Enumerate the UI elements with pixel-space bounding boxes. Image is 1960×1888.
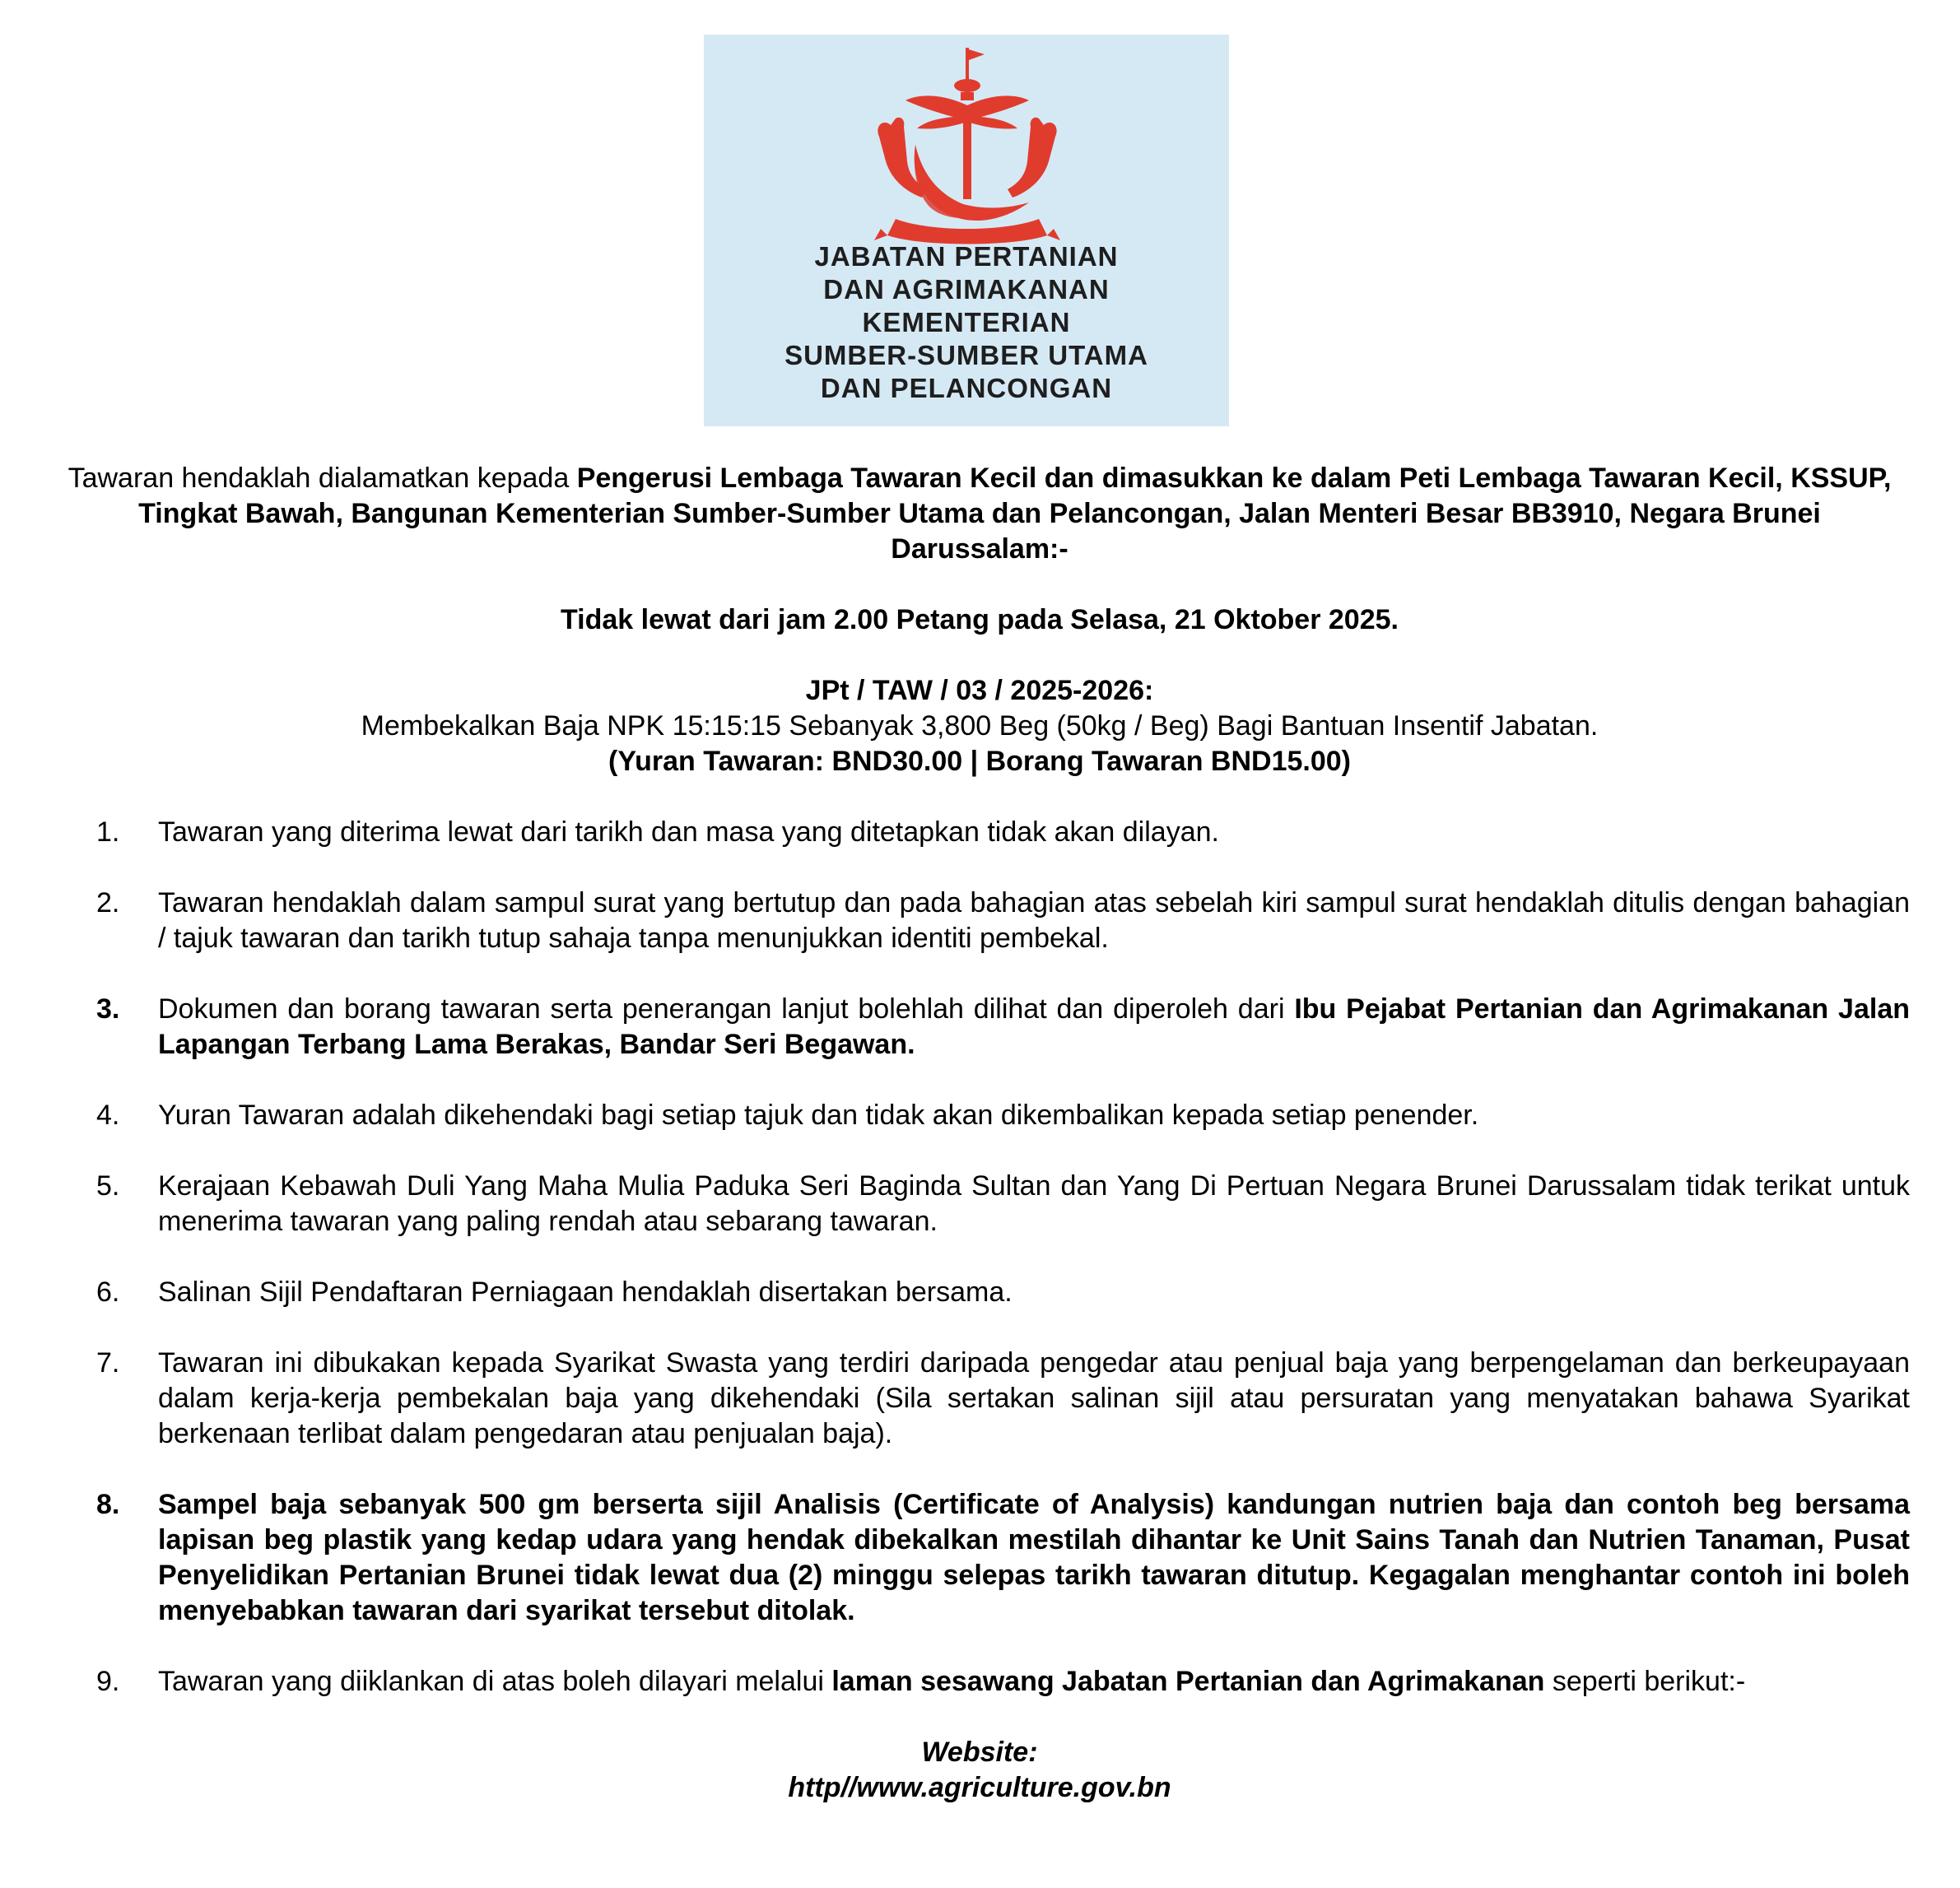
item-number: 1. bbox=[96, 816, 120, 848]
list-item bbox=[49, 1275, 1910, 1310]
logo-line-1: JABATAN PERTANIAN bbox=[814, 241, 1119, 272]
item-number: 7. bbox=[96, 1347, 120, 1379]
item-text: Salinan Sijil Pendaftaran Perniagaan hendaklah disertakan bersama. bbox=[158, 1276, 1013, 1308]
item-text: Tawaran yang diiklankan di atas boleh dilayari melalui bbox=[158, 1666, 832, 1697]
list-item bbox=[49, 815, 1910, 850]
logo-line-5: DAN PELANCONGAN bbox=[820, 373, 1113, 403]
item-number: 2. bbox=[96, 887, 120, 918]
website-block bbox=[49, 1735, 1910, 1806]
list-item bbox=[49, 1487, 1910, 1629]
item-text: Tawaran hendaklah dalam sampul surat yang bertutup dan pada bahagian atas sebelah kiri sampul surat hendaklah ditulis dengan bahagian / tajuk tawaran dan tarikh tutup sahaja tanpa menunjukkan identiti pembekal. bbox=[158, 887, 1910, 954]
tender-title: Membekalkan Baja NPK 15:15:15 Sebanyak 3,800 Beg (50kg / Beg) Bagi Bantuan Insentif Jabatan. bbox=[361, 710, 1599, 742]
list-item bbox=[49, 992, 1910, 1063]
item-text: Tawaran ini dibukakan kepada Syarikat Swasta yang terdiri daripada pengedar atau penjual baja yang berpengelaman dan berkeupayaan dalam kerja-kerja pembekalan baja yang dikehendaki (Sila sertakan salinan sijil atau persuratan yang menyatakan bahawa Syarikat berkenaan terlibat dalam pengedaran atau penjualan baja). bbox=[158, 1347, 1910, 1449]
item-bold: laman sesawang Jabatan Pertanian dan Agrimakanan bbox=[831, 1666, 1545, 1697]
list-item bbox=[49, 1169, 1910, 1239]
website-label: Website: bbox=[921, 1737, 1038, 1768]
item-bold: Ibu Pejabat Pertanian dan Agrimakanan Jalan Lapangan Terbang Lama Berakas, Bandar Seri Begawan. bbox=[158, 993, 1910, 1060]
logo-line-4: SUMBER-SUMBER UTAMA bbox=[784, 340, 1148, 370]
item-number: 9. bbox=[96, 1666, 120, 1697]
list-item bbox=[49, 1346, 1910, 1452]
address-lead: Tawaran hendaklah dialamatkan kepada bbox=[68, 463, 577, 494]
item-number: 6. bbox=[96, 1276, 120, 1308]
item-number: 4. bbox=[96, 1100, 120, 1131]
logo-line-2: DAN AGRIMAKANAN bbox=[823, 274, 1110, 305]
item-text: Kerajaan Kebawah Duli Yang Maha Mulia Paduka Seri Baginda Sultan dan Yang Di Pertuan Negara Brunei Darussalam tidak terikat untuk menerima tawaran yang paling rendah atau sebarang tawaran. bbox=[158, 1170, 1910, 1237]
item-text: Yuran Tawaran adalah dikehendaki bagi setiap tajuk dan tidak akan dikembalikan kepada setiap penender. bbox=[158, 1100, 1479, 1131]
website-link[interactable]: http//www.agriculture.gov.bn bbox=[788, 1772, 1171, 1803]
deadline: Tidak lewat dari jam 2.00 Petang pada Selasa, 21 Oktober 2025. bbox=[561, 604, 1399, 635]
crest-icon bbox=[856, 46, 1078, 260]
list-item bbox=[49, 1664, 1910, 1700]
item-number: 8. bbox=[96, 1489, 120, 1520]
address-bold: Pengerusi Lembaga Tawaran Kecil dan dimasukkan ke dalam Peti Lembaga Tawaran Kecil, KSSUP, Tingkat Bawah, Bangunan Kementerian Sumber-Sumber Utama dan Pelancongan, Jalan Menteri Besar BB3910, Negara Brunei Darussalam:- bbox=[138, 463, 1892, 565]
conditions-list bbox=[49, 815, 1910, 1700]
list-item bbox=[49, 886, 1910, 956]
logo-banner bbox=[704, 35, 1229, 426]
item-text: Tawaran yang diterima lewat dari tarikh dan masa yang ditetapkan tidak akan dilayan. bbox=[158, 816, 1219, 848]
item-number: 3. bbox=[96, 993, 120, 1025]
item-bold: Sampel baja sebanyak 500 gm berserta sijil Analisis (Certificate of Analysis) kandungan nutrien baja dan contoh beg bersama lapisan beg plastik yang kedap udara yang hendak dibekalkan mestilah dihantar ke Unit Sains Tanah dan Nutrien Tanaman, Pusat Penyelidikan Pertanian Brunei tidak lewat dua (2) minggu selepas tarikh tawaran ditutup. Kegagalan menghantar contoh ini boleh menyebabkan tawaran dari syarikat tersebut ditolak. bbox=[158, 1489, 1910, 1626]
notice-body bbox=[49, 461, 1910, 1806]
logo-line-3: KEMENTERIAN bbox=[862, 307, 1071, 337]
tender-ref: JPt / TAW / 03 / 2025-2026: bbox=[805, 675, 1154, 706]
list-item bbox=[49, 1098, 1910, 1133]
tender-fees: (Yuran Tawaran: BND30.00 | Borang Tawaran BND15.00) bbox=[608, 746, 1351, 777]
address-paragraph bbox=[49, 461, 1910, 567]
item-number: 5. bbox=[96, 1170, 120, 1202]
item-tail: seperti berikut:- bbox=[1544, 1666, 1746, 1697]
item-text: Dokumen dan borang tawaran serta penerangan lanjut bolehlah dilihat dan diperoleh dari bbox=[158, 993, 1295, 1025]
logo-text bbox=[704, 240, 1229, 405]
tender-block bbox=[49, 673, 1910, 779]
